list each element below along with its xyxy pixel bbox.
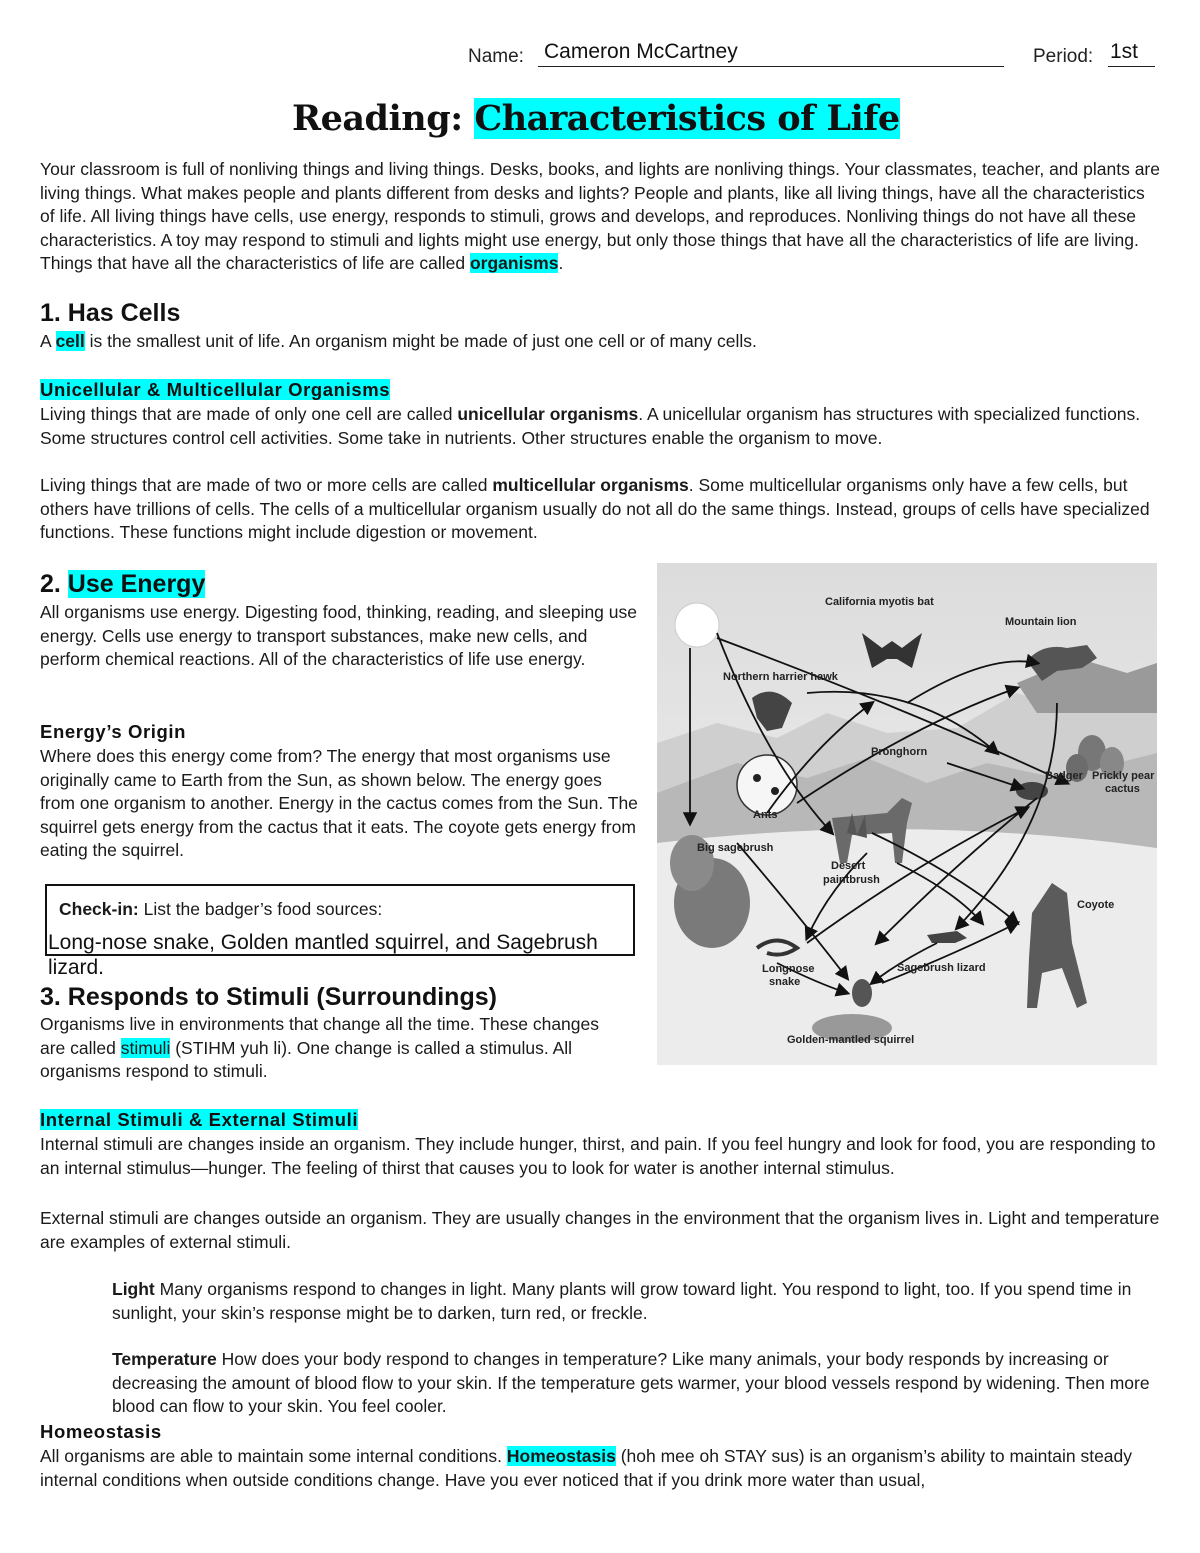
unicellular-subheading xyxy=(40,379,390,401)
label-squirrel: Golden-mantled squirrel xyxy=(787,1034,915,1046)
intro-text: Your classroom is full of nonliving things and living things. Desks, books, and lights are nonliving things. Your classmates, teacher, and plants are living things. What makes people and plants different from desks and lights? People and plants, like all living things, have all the characteristics of life. All living things have cells, use energy, responds to stimuli, grows and develops, and reproduces. Nonliving things do not have all these characteristics. A toy may respond to stimuli and lights might use energy, but only those things that have all the characteristics of life are living. Things that have all the characteristics of life are called xyxy=(40,159,1160,274)
label-paintbrush-2: paintbrush xyxy=(823,874,880,886)
light-text: Many organisms respond to changes in light. Many plants will grow toward light. You respond to light, too. If you spend time in sunlight, your skin’s response might be to darken, turn red, or freckle. xyxy=(112,1279,1132,1323)
label-coyote: Coyote xyxy=(1077,899,1115,911)
period-label: Period: xyxy=(1033,46,1094,67)
stimuli-b: (STIHM yuh li). One change is called a stimulus. All organisms respond to stimuli. xyxy=(40,1037,573,1082)
term-light: Light xyxy=(112,1279,155,1299)
label-sagebrush: Big sagebrush xyxy=(697,842,774,854)
checkin-label: Check-in: xyxy=(59,899,139,919)
intro-end: . xyxy=(558,253,564,274)
food-web-figure xyxy=(657,563,1157,1065)
sun-icon xyxy=(675,603,719,647)
homeo-b: (hoh mee oh STAY sus) is an organism’s ability to maintain steady internal conditions when outside conditions change. Have you ever noticed that if you drink more water than usual, xyxy=(40,1446,1133,1490)
term-unicellular: unicellular organisms xyxy=(457,404,639,424)
label-snake: Longnose xyxy=(762,963,815,975)
title-prefix: Reading: xyxy=(292,98,463,139)
multicellular-paragraph xyxy=(40,474,1160,545)
title-highlight: Characteristics of Life xyxy=(474,98,900,139)
intro-paragraph xyxy=(40,158,1160,276)
label-badger: Badger xyxy=(1045,770,1083,782)
page-title xyxy=(292,98,900,139)
multi-a: Living things that are made of two or more cells are called xyxy=(40,475,493,495)
label-paintbrush: Desert xyxy=(831,860,866,872)
period-field[interactable] xyxy=(1108,40,1155,67)
cell-definition xyxy=(40,330,1160,354)
label-cactus-2: cactus xyxy=(1105,783,1140,795)
term-stimuli: stimuli xyxy=(120,1037,171,1058)
checkin-question-text: List the badger’s food sources: xyxy=(138,899,383,919)
food-web-svg xyxy=(657,563,1157,1065)
cell-def-rest: is the smallest unit of life. An organism might be made of just one cell or of many cells. xyxy=(84,331,757,351)
checkin-answer[interactable]: Long-nose snake, Golden mantled squirrel, and Sagebrush lizard. xyxy=(48,931,598,979)
light-paragraph xyxy=(112,1278,1142,1325)
term-temperature: Temperature xyxy=(112,1349,217,1369)
section-2-heading xyxy=(40,570,205,599)
unicellular-subheading-text: Unicellular & Multicellular Organisms xyxy=(40,379,391,400)
external-stimuli-paragraph: External stimuli are changes outside an organism. They are usually changes in the environment that the organism lives in. Light and temperature are examples of external stimuli. xyxy=(40,1208,1160,1252)
name-label: Name: xyxy=(468,46,524,67)
label-mountain-lion: Mountain lion xyxy=(1005,616,1077,628)
uni-b: . A unicellular organism has structures with specialized functions. Some structures control cell activities. Some take in nutrients. Other structures enable the organism to move. xyxy=(40,404,1141,448)
temperature-text: How does your body respond to changes in temperature? Like many animals, your body responds by increasing or decreasing the amount of blood flow to your skin. If the temperature gets warmer, your blood vessels respond by widening. Then more blood can flow to your skin. You feel cooler. xyxy=(112,1349,1150,1417)
label-pronghorn: Pronghorn xyxy=(871,746,928,758)
stimuli-a: Organisms live in environments that change all the time. These changes are called xyxy=(40,1014,600,1058)
uni-a: Living things that are made of only one cell are called xyxy=(40,404,458,424)
term-homeostasis: Homeostasis xyxy=(506,1446,616,1466)
use-energy-paragraph: All organisms use energy. Digesting food, thinking, reading, and sleeping use energy. Cells use energy to transport substances, make new cells, and perform chemical reactions. All of the characteristics of life use energy. xyxy=(40,602,637,670)
homeo-a: All organisms are able to maintain some internal conditions. xyxy=(40,1446,507,1466)
cell-def-a: A xyxy=(40,331,56,351)
term-multicellular: multicellular organisms xyxy=(492,475,689,495)
name-field[interactable] xyxy=(538,40,1004,67)
temperature-paragraph xyxy=(112,1348,1157,1419)
section-1-heading: 1. Has Cells xyxy=(40,299,181,327)
period-value: 1st xyxy=(1110,40,1139,63)
internal-stimuli-paragraph: Internal stimuli are changes inside an organism. They include hunger, thirst, and pain. If you feel hungry and look for food, you are responding to an internal stimulus—hunger. The feeling of thirst that causes you to look for water is another internal stimulus. xyxy=(40,1134,1156,1178)
label-cactus: Prickly pear xyxy=(1092,770,1155,782)
homeostasis-paragraph xyxy=(40,1445,1160,1492)
term-cell: cell xyxy=(55,331,85,351)
homeostasis-subheading: Homeostasis xyxy=(40,1421,162,1442)
energy-origin-subheading: Energy’s Origin xyxy=(40,721,187,742)
ground xyxy=(657,829,1157,1065)
energy-origin-paragraph: Where does this energy come from? The energy that most organisms use originally came to Earth from the Sun, as shown below. The energy goes from one organism to another. Energy in the cactus comes from the Sun. The squirrel gets energy from the cactus that it eats. The coyote gets energy from eating the squirrel. xyxy=(40,746,638,861)
internal-external-subheading-text: Internal Stimuli & External Stimuli xyxy=(40,1109,359,1130)
label-bat: California myotis bat xyxy=(825,596,934,608)
section-3-heading: 3. Responds to Stimuli (Surroundings) xyxy=(40,983,497,1011)
unicellular-paragraph xyxy=(40,403,1160,450)
checkin-question xyxy=(59,899,382,920)
label-hawk: Northern harrier hawk xyxy=(723,671,838,683)
section-2-number: 2. xyxy=(40,570,68,598)
label-lizard: Sagebrush lizard xyxy=(897,962,986,974)
multi-b: . Some multicellular organisms only have a few cells, but others have trillions of cells. The cells of a multicellular organism usually do not all do the same things. Instead, groups of cells have specialized functions. These functions might include digestion or movement. xyxy=(40,475,1150,543)
section-2-title: Use Energy xyxy=(67,570,206,598)
stimuli-paragraph xyxy=(40,1013,610,1084)
term-organisms: organisms xyxy=(469,253,559,274)
label-snake-2: snake xyxy=(769,976,801,988)
internal-external-subheading xyxy=(40,1109,358,1131)
name-value: Cameron McCartney xyxy=(544,40,738,63)
label-ants: Ants xyxy=(753,809,778,821)
